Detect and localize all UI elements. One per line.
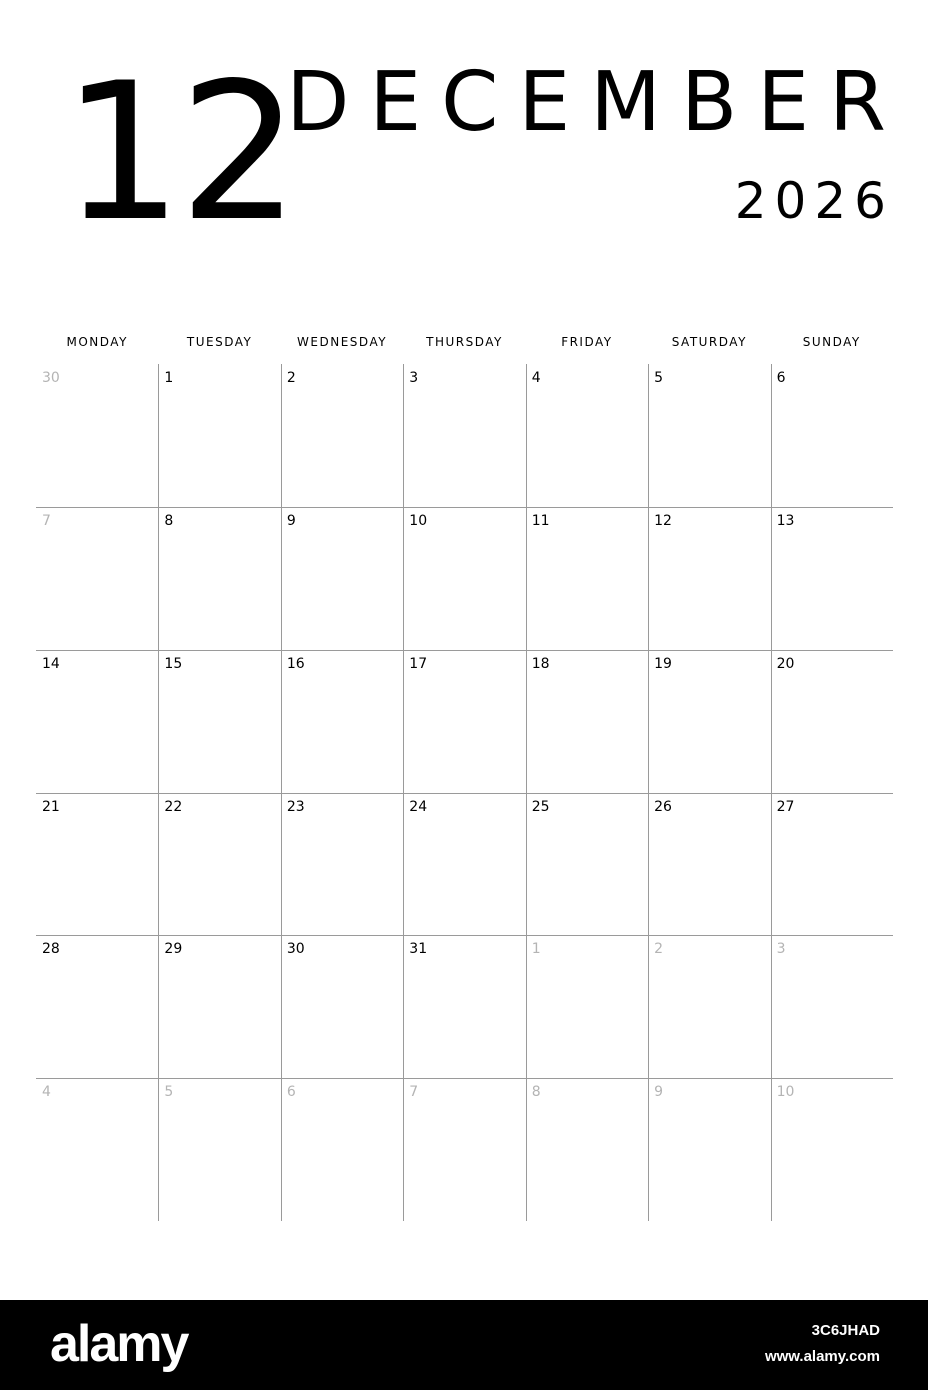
day-number: 7 (42, 512, 51, 529)
day-cell (526, 793, 648, 936)
day-number: 4 (42, 1084, 51, 1101)
day-cell (281, 1078, 403, 1221)
day-number: 15 (164, 655, 183, 672)
day-cell (526, 364, 648, 507)
day-number: 1 (164, 370, 174, 386)
day-number: 28 (42, 941, 60, 958)
day-number: 29 (164, 941, 183, 958)
grid-row-divider (36, 507, 893, 508)
day-cell (771, 935, 893, 1078)
day-cell (403, 793, 525, 936)
day-cell (526, 935, 648, 1078)
day-cell (281, 650, 403, 793)
grid-column-divider (158, 364, 159, 1221)
site-url: www.alamy.com (764, 1348, 880, 1365)
day-number: 21 (42, 798, 60, 815)
day-cell (36, 650, 158, 793)
day-number: 5 (654, 370, 664, 386)
day-number: 9 (286, 512, 296, 529)
grid-column-divider (281, 364, 282, 1221)
weekday-label: FRIDAY (561, 335, 613, 349)
day-number: 19 (654, 655, 672, 672)
grid-column-divider (771, 364, 772, 1221)
day-cell (403, 364, 525, 507)
day-number: 1 (531, 941, 541, 958)
day-number: 18 (531, 655, 550, 672)
day-cell (771, 507, 893, 650)
day-cell (771, 1078, 893, 1221)
day-cell (158, 793, 280, 936)
day-cell (36, 507, 158, 650)
calendar-grid (36, 364, 893, 1221)
day-number: 3 (409, 370, 419, 386)
day-cell (36, 1078, 158, 1221)
grid-row-divider (36, 935, 893, 936)
weekday-header-row (36, 335, 893, 351)
grid-column-divider (526, 364, 527, 1221)
day-cell (526, 507, 648, 650)
month-number: 12 (62, 42, 296, 263)
day-number: 13 (776, 512, 795, 529)
month-name: DECEMBER (286, 55, 906, 150)
day-number: 3 (776, 941, 786, 958)
weekday-label: THURSDAY (426, 335, 503, 349)
day-cell (771, 793, 893, 936)
image-id: 3C6JHAD (811, 1322, 880, 1339)
day-number: 17 (409, 655, 428, 672)
year: 2026 (734, 172, 894, 230)
grid-column-divider (403, 364, 404, 1221)
day-number: 12 (654, 512, 672, 529)
day-cell (648, 1078, 770, 1221)
day-cell (403, 1078, 525, 1221)
grid-column-divider (648, 364, 649, 1221)
day-number: 8 (164, 512, 174, 529)
day-number: 30 (286, 941, 305, 958)
day-number: 9 (654, 1084, 664, 1101)
day-cell (403, 935, 525, 1078)
day-cell (771, 650, 893, 793)
day-cell (648, 793, 770, 936)
weekday-label: SUNDAY (802, 335, 861, 349)
day-number: 8 (531, 1084, 541, 1101)
day-cell (36, 364, 158, 507)
day-number: 10 (409, 512, 428, 529)
day-number: 11 (531, 512, 550, 529)
day-cell (281, 364, 403, 507)
day-number: 14 (42, 655, 60, 672)
day-number: 23 (286, 798, 305, 815)
day-number: 6 (286, 1084, 296, 1101)
day-cell (281, 507, 403, 650)
day-cell (281, 793, 403, 936)
day-number: 22 (164, 798, 183, 815)
day-number: 24 (409, 798, 428, 815)
day-number: 6 (776, 370, 786, 386)
day-cell (648, 507, 770, 650)
watermark-footer (0, 1300, 928, 1390)
day-cell (403, 507, 525, 650)
day-number: 31 (409, 941, 428, 958)
day-number: 16 (286, 655, 305, 672)
weekday-label: TUESDAY (186, 335, 253, 349)
day-number: 30 (42, 370, 60, 386)
day-number: 2 (286, 370, 296, 386)
day-number: 5 (164, 1084, 174, 1101)
weekday-label: SATURDAY (671, 335, 747, 349)
alamy-logo: alamy (50, 1315, 188, 1373)
day-number: 2 (654, 941, 664, 958)
day-cell (158, 935, 280, 1078)
day-cell (648, 364, 770, 507)
day-cell (158, 1078, 280, 1221)
day-cell (403, 650, 525, 793)
day-cell (526, 1078, 648, 1221)
grid-row-divider (36, 650, 893, 651)
grid-row-divider (36, 793, 893, 794)
day-cell (648, 650, 770, 793)
grid-row-divider (36, 1078, 893, 1079)
day-number: 20 (776, 655, 795, 672)
day-cell (158, 650, 280, 793)
day-cell (158, 364, 280, 507)
day-cell (648, 935, 770, 1078)
day-cell (526, 650, 648, 793)
day-number: 4 (531, 370, 541, 386)
weekday-label: WEDNESDAY (297, 335, 388, 349)
day-cell (158, 507, 280, 650)
day-number: 26 (654, 798, 672, 815)
day-number: 25 (531, 798, 550, 815)
day-number: 10 (776, 1084, 795, 1101)
day-number: 7 (409, 1084, 419, 1101)
day-cell (36, 793, 158, 936)
day-cell (771, 364, 893, 507)
weekday-label: MONDAY (66, 335, 128, 349)
day-cell (281, 935, 403, 1078)
day-cell (36, 935, 158, 1078)
day-number: 27 (776, 798, 795, 815)
